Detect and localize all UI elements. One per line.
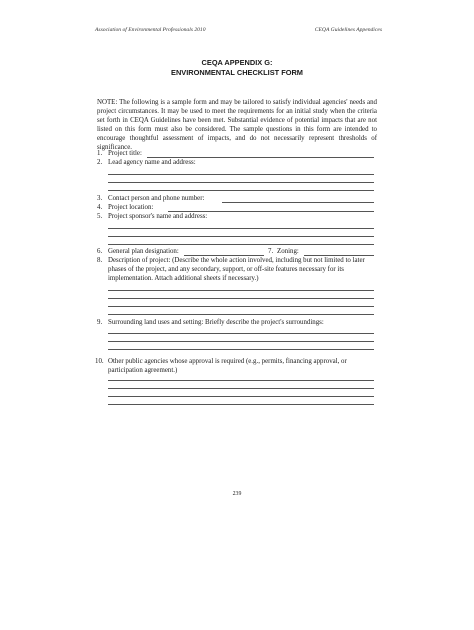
item-label: Lead agency name and address: [108, 159, 196, 166]
project-sponsor-line[interactable] [108, 244, 374, 245]
item-label: Surrounding land uses and setting: Briefly describe the project's surroundings: [108, 319, 324, 326]
contact-person-line[interactable] [222, 202, 374, 203]
item-number: 6. [97, 248, 103, 255]
item-label: Contact person and phone number: [108, 195, 205, 202]
lead-agency-line[interactable] [108, 190, 374, 191]
item-number: 9. [97, 319, 103, 326]
other-agencies-line[interactable] [108, 404, 374, 405]
item-label: Zoning: [277, 248, 299, 255]
item-label: Description of project: (Describe the whole action involved, including but not limited to later phases of the project, and any secondary, support, or off-site features necessary for its implementation. Attach additional sheets if necessary.) [108, 257, 365, 283]
item-number: 1. [97, 150, 103, 157]
item-label: General plan designation: [108, 248, 179, 255]
item-number: 2. [97, 159, 103, 166]
description-line[interactable] [108, 290, 374, 291]
item-label: Other public agencies whose approval is required (e.g., permits, financing approval, or participation agreement.) [108, 358, 347, 375]
surroundings-line[interactable] [108, 349, 374, 350]
other-agencies-line[interactable] [108, 380, 374, 381]
lead-agency-line[interactable] [108, 174, 374, 175]
item-number: 4. [97, 204, 103, 211]
item-number: 5. [97, 213, 103, 220]
other-agencies-line[interactable] [108, 396, 374, 397]
item-label: Project location: [108, 204, 154, 211]
project-sponsor-line[interactable] [108, 228, 374, 229]
item-number: 7. [268, 248, 274, 255]
description-line[interactable] [108, 306, 374, 307]
item-number: 3. [97, 195, 103, 202]
description-line[interactable] [108, 298, 374, 299]
other-agencies-line[interactable] [108, 388, 374, 389]
item-label: Project title: [108, 150, 142, 157]
lead-agency-line[interactable] [108, 182, 374, 183]
item-label: Project sponsor's name and address: [108, 213, 208, 220]
project-sponsor-line[interactable] [108, 236, 374, 237]
surroundings-line[interactable] [108, 341, 374, 342]
description-line[interactable] [108, 314, 374, 315]
form-note: NOTE: The following is a sample form and may be tailored to satisfy individual agencies' needs and project circumstances. It may be used to meet the requirements for an initial study when the criteria set forth in CEQA Guidelines have been met. Substantial evidence of potential impacts that are not listed on this form must also be considered. The sample questions in this form are intended to encourage thoughtful assessment of impacts, and do not necessarily represent thresholds of significance. [97, 99, 377, 152]
running-header-right: CEQA Guidelines Appendices [314, 27, 382, 33]
surroundings-line[interactable] [108, 333, 374, 334]
form-title-line2: ENVIRONMENTAL CHECKLIST FORM [171, 68, 303, 77]
item-number: 10. [95, 358, 104, 365]
page-number: 239 [232, 491, 242, 497]
item-number: 8. [97, 257, 103, 264]
form-title-line1: CEQA APPENDIX G: [201, 58, 273, 67]
running-header-left: Association of Environmental Professionals 2010 [95, 27, 206, 33]
